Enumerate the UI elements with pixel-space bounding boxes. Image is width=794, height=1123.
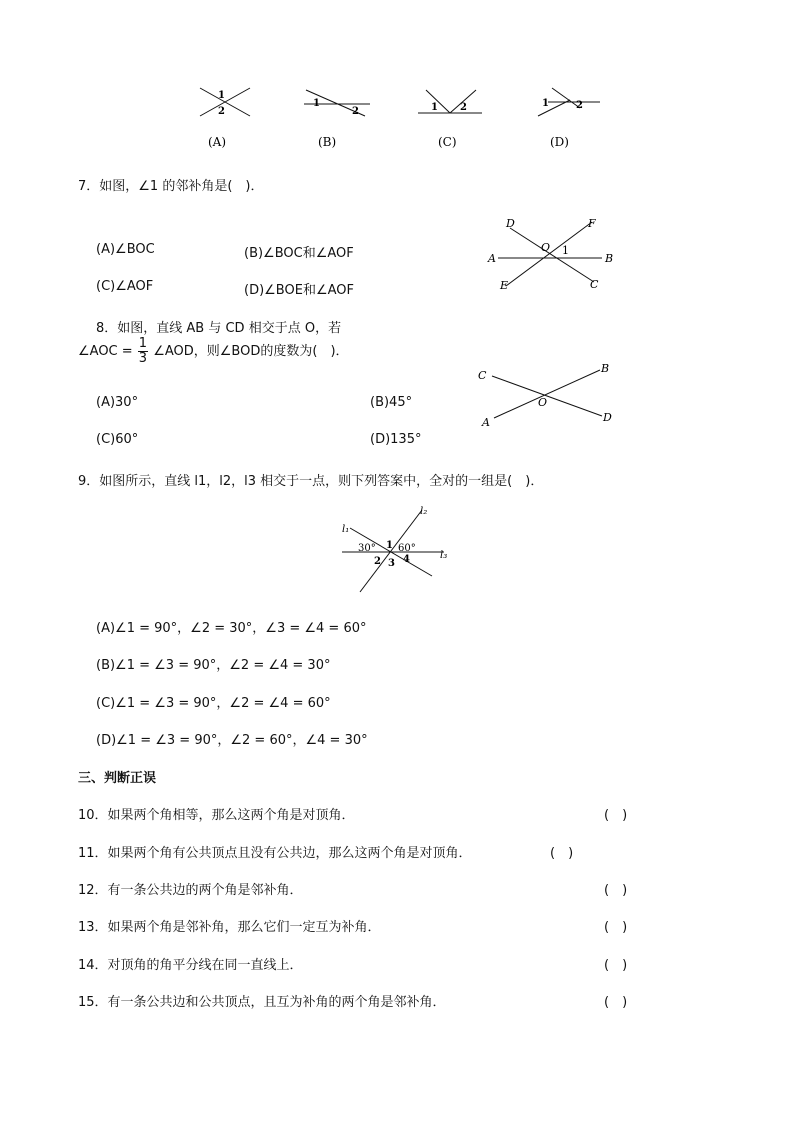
q7-fig-D: D: [506, 217, 515, 230]
tf-answer-12: ( ): [604, 883, 628, 898]
q9-option-d: (D)∠1 = ∠3 = 90°，∠2 = 60°，∠4 = 30°: [96, 733, 368, 748]
q7-option-b: (B)∠BOC和∠AOF: [244, 246, 354, 261]
q8-fig-A: A: [482, 416, 490, 429]
q7-fig-E: E: [500, 279, 509, 292]
q8-figure: [474, 360, 624, 435]
q9-fig-l1: l₁: [342, 524, 350, 535]
q7-fig-C: C: [590, 278, 599, 291]
q8-fig-C: C: [478, 369, 487, 382]
q6-c-caption: (C): [438, 135, 457, 149]
q8-fraction-den: 3: [138, 351, 148, 366]
q7-option-a: (A)∠BOC: [96, 242, 155, 257]
tf-answer-14: ( ): [604, 958, 628, 973]
tf-answer-11: ( ): [550, 846, 574, 861]
q6-figure-c: [418, 90, 482, 149]
q7-fig-B: B: [605, 252, 614, 265]
q6-figure-a: [200, 88, 250, 149]
q7-fig-O: O: [541, 241, 551, 254]
q6-a-caption: (A): [208, 135, 227, 149]
q9-fig-60: 60°: [398, 543, 416, 554]
q8-stem-line1: 8．如图，直线 AB 与 CD 相交于点 O，若: [96, 321, 342, 336]
q8-fig-O: O: [538, 396, 548, 409]
q9-fig-l3: l₃: [440, 550, 448, 561]
q9-fig-3: 3: [388, 558, 395, 569]
tf-answer-15: ( ): [604, 995, 628, 1010]
q9-fig-2: 2: [374, 556, 381, 567]
q6-figure-b: [304, 90, 370, 149]
q9-option-c: (C)∠1 = ∠3 = 90°，∠2 = ∠4 = 60°: [96, 696, 331, 711]
q7-fig-1: 1: [562, 244, 569, 257]
tf-answer-13: ( ): [604, 920, 628, 935]
q7-option-c: (C)∠AOF: [96, 279, 154, 294]
q8-fraction-num: 1: [138, 336, 148, 351]
q6-b-label-2: 2: [352, 106, 359, 117]
q9-fig-4: 4: [403, 554, 410, 565]
q9-fig-l2: l₂: [420, 506, 428, 517]
q7-fig-A: A: [488, 252, 496, 265]
q8-fig-D: D: [603, 411, 612, 424]
q6-figure-d: [538, 88, 600, 149]
q6-figures: [180, 78, 620, 158]
q6-b-label-1: 1: [313, 98, 320, 109]
q9-option-b: (B)∠1 = ∠3 = 90°，∠2 = ∠4 = 30°: [96, 658, 331, 673]
q7-option-d: (D)∠BOE和∠AOF: [244, 283, 354, 298]
tf-item-14: 14．对顶角的角平分线在同一直线上．: [78, 958, 303, 973]
q8-option-b: (B)45°: [370, 395, 413, 410]
q9-stem: 9．如图所示，直线 l1，l2，l3 相交于一点，则下列答案中，全对的一组是( )．: [78, 474, 544, 489]
q6-c-label-1: 1: [431, 102, 438, 113]
q8-fraction: [138, 337, 148, 366]
tf-item-15: 15．有一条公共边和公共顶点，且互为补角的两个角是邻补角．: [78, 995, 446, 1010]
q8-option-d: (D)135°: [370, 432, 422, 447]
q7-figure: [484, 210, 624, 295]
q7-stem: 7．如图，∠1 的邻补角是( )．: [78, 179, 264, 194]
q8-stem-line2: [78, 337, 349, 366]
tf-item-13: 13．如果两个角是邻补角，那么它们一定互为补角．: [78, 920, 381, 935]
q8-stem-right: ∠AOD，则∠BOD的度数为( )．: [153, 344, 349, 359]
q6-d-caption: (D): [550, 135, 569, 149]
tf-item-10: 10．如果两个角相等，那么这两个角是对顶角．: [78, 808, 355, 823]
q6-a-label-1: 1: [218, 90, 225, 101]
q6-b-caption: (B): [318, 135, 337, 149]
q6-d-label-1: 1: [542, 98, 549, 109]
section-title: 三、判断正误: [78, 771, 157, 786]
q6-a-label-2: 2: [218, 106, 225, 117]
q7-fig-F: F: [588, 217, 596, 230]
q6-c-label-2: 2: [460, 102, 467, 113]
q8-option-a: (A)30°: [96, 395, 139, 410]
q6-d-label-2: 2: [576, 100, 583, 111]
q9-option-a: (A)∠1 = 90°，∠2 = 30°，∠3 = ∠4 = 60°: [96, 621, 367, 636]
q9-fig-1: 1: [386, 540, 393, 551]
tf-answer-10: ( ): [604, 808, 628, 823]
q8-stem-left: ∠AOC =: [78, 344, 133, 359]
tf-item-12: 12．有一条公共边的两个角是邻补角．: [78, 883, 303, 898]
q8-fig-B: B: [601, 362, 610, 375]
tf-item-11: 11．如果两个角有公共顶点且没有公共边，那么这两个角是对顶角．: [78, 846, 472, 861]
q8-option-c: (C)60°: [96, 432, 139, 447]
q9-figure: [330, 500, 460, 600]
q9-fig-30: 30°: [358, 543, 376, 554]
